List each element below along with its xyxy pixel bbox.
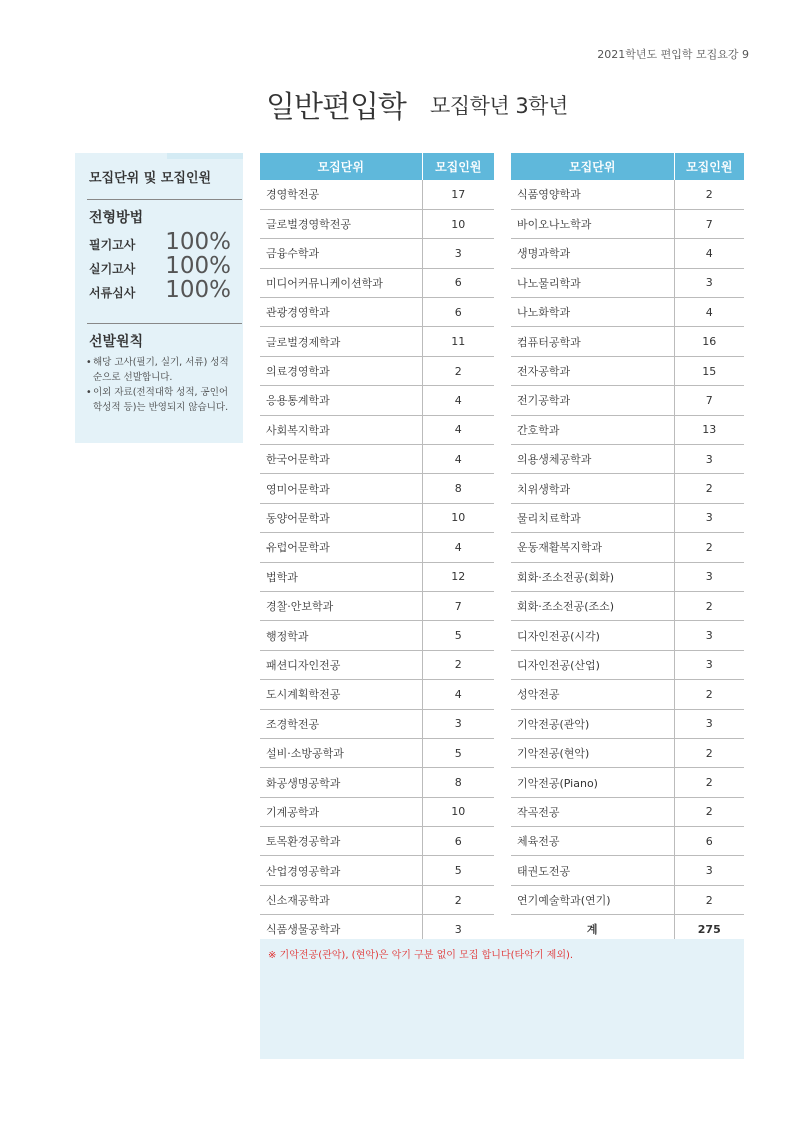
table-row bbox=[511, 621, 744, 650]
table-row bbox=[260, 268, 494, 297]
method-list bbox=[75, 227, 243, 301]
count-cell: 4 bbox=[674, 239, 744, 268]
unit-cell: 글로벌경제학과 bbox=[260, 327, 422, 356]
unit-cell: 작곡전공 bbox=[511, 797, 674, 826]
table-row bbox=[260, 856, 494, 885]
count-cell: 7 bbox=[674, 386, 744, 415]
unit-cell: 의용생체공학과 bbox=[511, 445, 674, 474]
table-row bbox=[511, 503, 744, 532]
table-row bbox=[511, 356, 744, 385]
unit-cell: 치위생학과 bbox=[511, 474, 674, 503]
table-row bbox=[511, 327, 744, 356]
method-row bbox=[75, 229, 243, 253]
unit-cell: 금융수학과 bbox=[260, 239, 422, 268]
table-header-row bbox=[511, 153, 744, 180]
table-row bbox=[260, 827, 494, 856]
count-cell: 3 bbox=[674, 268, 744, 297]
footnote: ※ 기악전공(관악), (현악)은 악기 구분 없이 모집 합니다(타악기 제외). bbox=[268, 950, 574, 961]
table-row bbox=[260, 738, 494, 767]
count-cell: 2 bbox=[674, 738, 744, 767]
count-cell: 2 bbox=[422, 356, 494, 385]
count-cell: 6 bbox=[422, 827, 494, 856]
table-row bbox=[260, 680, 494, 709]
count-cell: 2 bbox=[674, 533, 744, 562]
total-value: 275 bbox=[674, 915, 744, 944]
table-row bbox=[511, 415, 744, 444]
count-cell: 2 bbox=[422, 650, 494, 679]
unit-cell: 디자인전공(시각) bbox=[511, 621, 674, 650]
count-cell: 2 bbox=[674, 797, 744, 826]
table-row bbox=[260, 239, 494, 268]
unit-cell: 응용통계학과 bbox=[260, 386, 422, 415]
unit-cell: 관광경영학과 bbox=[260, 298, 422, 327]
unit-cell: 식품영양학과 bbox=[511, 180, 674, 209]
table-row bbox=[511, 591, 744, 620]
unit-cell: 기악전공(관악) bbox=[511, 709, 674, 738]
unit-cell: 사회복지학과 bbox=[260, 415, 422, 444]
count-cell: 2 bbox=[674, 768, 744, 797]
count-cell: 3 bbox=[674, 503, 744, 532]
table-row bbox=[260, 591, 494, 620]
unit-cell: 식품생물공학과 bbox=[260, 915, 422, 944]
unit-cell: 기악전공(현악) bbox=[511, 738, 674, 767]
sidebar-title: 모집단위 및 모집인원 bbox=[89, 171, 212, 186]
table-row bbox=[511, 268, 744, 297]
table-row bbox=[511, 533, 744, 562]
table-row bbox=[511, 298, 744, 327]
unit-cell: 신소재공학과 bbox=[260, 885, 422, 914]
method-label: 필기고사 bbox=[89, 238, 136, 252]
method-percent: 100% bbox=[165, 253, 231, 279]
table-row bbox=[260, 180, 494, 209]
count-cell: 5 bbox=[422, 738, 494, 767]
method-label: 실기고사 bbox=[89, 262, 136, 276]
table-row bbox=[260, 327, 494, 356]
count-cell: 3 bbox=[422, 239, 494, 268]
column-header-unit: 모집단위 bbox=[511, 153, 674, 180]
count-cell: 6 bbox=[422, 268, 494, 297]
table-row bbox=[260, 621, 494, 650]
unit-cell: 컴퓨터공학과 bbox=[511, 327, 674, 356]
unit-cell: 패션디자인전공 bbox=[260, 650, 422, 679]
table-row bbox=[511, 239, 744, 268]
unit-cell: 한국어문학과 bbox=[260, 445, 422, 474]
recruit-table-left bbox=[260, 153, 494, 945]
table-row bbox=[260, 503, 494, 532]
unit-cell: 영미어문학과 bbox=[260, 474, 422, 503]
count-cell: 3 bbox=[674, 562, 744, 591]
total-label: 계 bbox=[511, 915, 674, 944]
table-row bbox=[511, 474, 744, 503]
info-sidebar bbox=[75, 153, 243, 443]
principle-item: • 이외 자료(전적대학 성적, 공인어학성적 등)는 반영되지 않습니다. bbox=[75, 385, 243, 415]
table-row bbox=[511, 180, 744, 209]
unit-cell: 전기공학과 bbox=[511, 386, 674, 415]
method-percent: 100% bbox=[165, 229, 231, 255]
count-cell: 3 bbox=[674, 445, 744, 474]
method-percent: 100% bbox=[165, 277, 231, 303]
table-row bbox=[511, 650, 744, 679]
count-cell: 4 bbox=[422, 415, 494, 444]
column-header-count: 모집인원 bbox=[674, 153, 744, 180]
count-cell: 15 bbox=[674, 356, 744, 385]
table-row bbox=[511, 797, 744, 826]
count-cell: 7 bbox=[674, 209, 744, 238]
unit-cell: 회화·조소전공(조소) bbox=[511, 591, 674, 620]
table-row bbox=[260, 768, 494, 797]
count-cell: 4 bbox=[422, 533, 494, 562]
method-row bbox=[75, 277, 243, 301]
table-row bbox=[260, 356, 494, 385]
count-cell: 17 bbox=[422, 180, 494, 209]
count-cell: 2 bbox=[674, 180, 744, 209]
page-header: 2021학년도 편입학 모집요강 9 bbox=[597, 48, 749, 61]
count-cell: 8 bbox=[422, 474, 494, 503]
table-row bbox=[511, 445, 744, 474]
unit-cell: 생명과학과 bbox=[511, 239, 674, 268]
count-cell: 10 bbox=[422, 797, 494, 826]
unit-cell: 토목환경공학과 bbox=[260, 827, 422, 856]
unit-cell: 회화·조소전공(회화) bbox=[511, 562, 674, 591]
table-row bbox=[260, 709, 494, 738]
unit-cell: 체육전공 bbox=[511, 827, 674, 856]
note-panel bbox=[260, 939, 744, 1059]
recruit-table-right bbox=[511, 153, 744, 945]
count-cell: 6 bbox=[674, 827, 744, 856]
table-row bbox=[511, 827, 744, 856]
unit-cell: 전자공학과 bbox=[511, 356, 674, 385]
unit-cell: 미디어커뮤니케이션학과 bbox=[260, 268, 422, 297]
count-cell: 3 bbox=[422, 915, 494, 944]
count-cell: 2 bbox=[674, 680, 744, 709]
unit-cell: 나노화학과 bbox=[511, 298, 674, 327]
unit-cell: 도시계획학전공 bbox=[260, 680, 422, 709]
count-cell: 12 bbox=[422, 562, 494, 591]
table-row bbox=[260, 445, 494, 474]
table-row bbox=[511, 768, 744, 797]
method-heading: 전형방법 bbox=[89, 210, 144, 226]
unit-cell: 설비·소방공학과 bbox=[260, 738, 422, 767]
unit-cell: 동양어문학과 bbox=[260, 503, 422, 532]
table-row bbox=[260, 415, 494, 444]
table-row bbox=[260, 209, 494, 238]
unit-cell: 나노물리학과 bbox=[511, 268, 674, 297]
unit-cell: 기악전공(Piano) bbox=[511, 768, 674, 797]
count-cell: 4 bbox=[422, 445, 494, 474]
unit-cell: 디자인전공(산업) bbox=[511, 650, 674, 679]
page-subtitle: 모집학년 3학년 bbox=[430, 94, 568, 118]
table-row bbox=[260, 885, 494, 914]
table-row bbox=[511, 209, 744, 238]
count-cell: 13 bbox=[674, 415, 744, 444]
unit-cell: 경영학전공 bbox=[260, 180, 422, 209]
table-row bbox=[260, 650, 494, 679]
count-cell: 5 bbox=[422, 621, 494, 650]
table-header-row bbox=[260, 153, 494, 180]
unit-cell: 연기예술학과(연기) bbox=[511, 885, 674, 914]
count-cell: 4 bbox=[422, 680, 494, 709]
unit-cell: 화공생명공학과 bbox=[260, 768, 422, 797]
table-row bbox=[260, 386, 494, 415]
unit-cell: 유럽어문학과 bbox=[260, 533, 422, 562]
count-cell: 2 bbox=[674, 591, 744, 620]
unit-cell: 글로벌경영학전공 bbox=[260, 209, 422, 238]
count-cell: 10 bbox=[422, 209, 494, 238]
count-cell: 16 bbox=[674, 327, 744, 356]
unit-cell: 태권도전공 bbox=[511, 856, 674, 885]
table-row bbox=[511, 386, 744, 415]
unit-cell: 간호학과 bbox=[511, 415, 674, 444]
table-row bbox=[260, 474, 494, 503]
count-cell: 8 bbox=[422, 768, 494, 797]
count-cell: 3 bbox=[674, 856, 744, 885]
unit-cell: 의료경영학과 bbox=[260, 356, 422, 385]
table-row bbox=[511, 709, 744, 738]
count-cell: 7 bbox=[422, 591, 494, 620]
count-cell: 2 bbox=[674, 474, 744, 503]
table-row bbox=[511, 680, 744, 709]
unit-cell: 물리치료학과 bbox=[511, 503, 674, 532]
count-cell: 2 bbox=[674, 885, 744, 914]
unit-cell: 조경학전공 bbox=[260, 709, 422, 738]
count-cell: 6 bbox=[422, 298, 494, 327]
unit-cell: 경찰·안보학과 bbox=[260, 591, 422, 620]
table-row bbox=[260, 298, 494, 327]
count-cell: 5 bbox=[422, 856, 494, 885]
principle-item: • 해당 고사(필기, 실기, 서류) 성적순으로 선발합니다. bbox=[75, 355, 243, 385]
table-row bbox=[260, 562, 494, 591]
count-cell: 3 bbox=[674, 709, 744, 738]
table-row bbox=[511, 562, 744, 591]
table-row bbox=[260, 533, 494, 562]
column-header-unit: 모집단위 bbox=[260, 153, 422, 180]
count-cell: 4 bbox=[674, 298, 744, 327]
table-row bbox=[260, 797, 494, 826]
count-cell: 2 bbox=[422, 885, 494, 914]
unit-cell: 바이오나노학과 bbox=[511, 209, 674, 238]
unit-cell: 기계공학과 bbox=[260, 797, 422, 826]
unit-cell: 행정학과 bbox=[260, 621, 422, 650]
table-row bbox=[511, 856, 744, 885]
table-row bbox=[511, 885, 744, 914]
count-cell: 3 bbox=[674, 650, 744, 679]
unit-cell: 법학과 bbox=[260, 562, 422, 591]
count-cell: 10 bbox=[422, 503, 494, 532]
count-cell: 4 bbox=[422, 386, 494, 415]
principle-heading: 선발원칙 bbox=[89, 334, 144, 350]
count-cell: 3 bbox=[674, 621, 744, 650]
count-cell: 11 bbox=[422, 327, 494, 356]
column-header-count: 모집인원 bbox=[422, 153, 494, 180]
count-cell: 3 bbox=[422, 709, 494, 738]
unit-cell: 성악전공 bbox=[511, 680, 674, 709]
method-row bbox=[75, 253, 243, 277]
unit-cell: 산업경영공학과 bbox=[260, 856, 422, 885]
table-row bbox=[511, 738, 744, 767]
method-label: 서류심사 bbox=[89, 286, 136, 300]
unit-cell: 운동재활복지학과 bbox=[511, 533, 674, 562]
page-title: 일반편입학 bbox=[266, 90, 406, 125]
